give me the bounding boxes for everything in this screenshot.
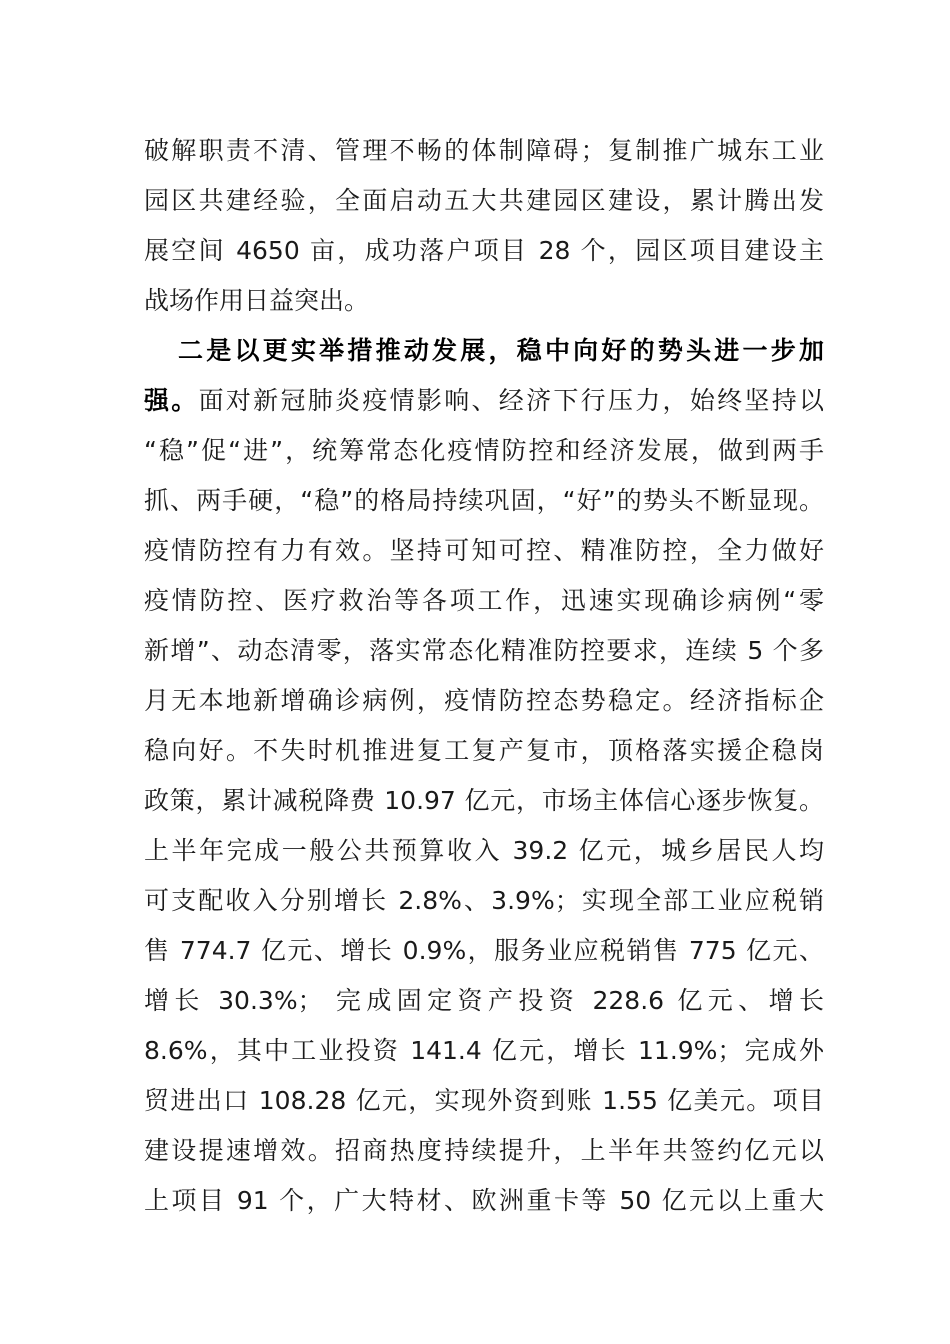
section-heading-line: 二是以更实举措推动发展，稳中向好的势头进一步加 [178,336,824,365]
text-line: 可支配收入分别增长 2.8%、3.9%；实现全部工业应税销 [144,886,824,915]
body-text [144,126,824,1226]
text-line: 疫情防控、医疗救治等各项工作，迅速实现确诊病例“零 [144,586,824,615]
text-line: 疫情防控有力有效。坚持可知可控、精准防控，全力做好 [144,536,824,565]
text-line: 贸进出口 108.28 亿元，实现外资到账 1.55 亿美元。项目 [144,1086,824,1115]
text-line: 战场作用日益突出。 [144,286,370,315]
text-line: 政策，累计减税降费 10.97 亿元，市场主体信心逐步恢复。 [144,786,824,815]
text-span: 面对新冠肺炎疫情影响、经济下行压力，始终坚持以 [198,386,824,415]
text-line: 月无本地新增确诊病例，疫情防控态势稳定。经济指标企 [144,686,824,715]
text-line: 园区共建经验，全面启动五大共建园区建设，累计腾出发 [144,186,824,215]
text-line: 破解职责不清、管理不畅的体制障碍；复制推广城东工业 [144,136,824,165]
text-line: 抓、两手硬，“稳”的格局持续巩固，“好”的势头不断显现。 [144,486,824,515]
text-line: 增长 30.3%； 完成固定资产投资 228.6 亿元、增长 [144,986,824,1015]
text-line: 8.6%，其中工业投资 141.4 亿元，增长 11.9%；完成外 [144,1036,824,1065]
text-line: 新增”、动态清零，落实常态化精准防控要求，连续 5 个多 [144,636,824,665]
text-line: 建设提速增效。招商热度持续提升，上半年共签约亿元以 [144,1136,824,1165]
text-line: 售 774.7 亿元、增长 0.9%，服务业应税销售 775 亿元、 [144,936,824,965]
text-line: “稳”促“进”，统筹常态化疫情防控和经济发展，做到两手 [144,436,824,465]
text-line: 上半年完成一般公共预算收入 39.2 亿元，城乡居民人均 [144,836,824,865]
text-line: 展空间 4650 亩，成功落户项目 28 个，园区项目建设主 [144,236,824,265]
text-line [144,376,824,426]
section-heading-end: 强。 [144,386,199,415]
text-line: 稳向好。不失时机推进复工复产复市，顶格落实援企稳岗 [144,736,824,765]
text-line: 上项目 91 个，广大特材、欧洲重卡等 50 亿元以上重大 [144,1186,824,1215]
